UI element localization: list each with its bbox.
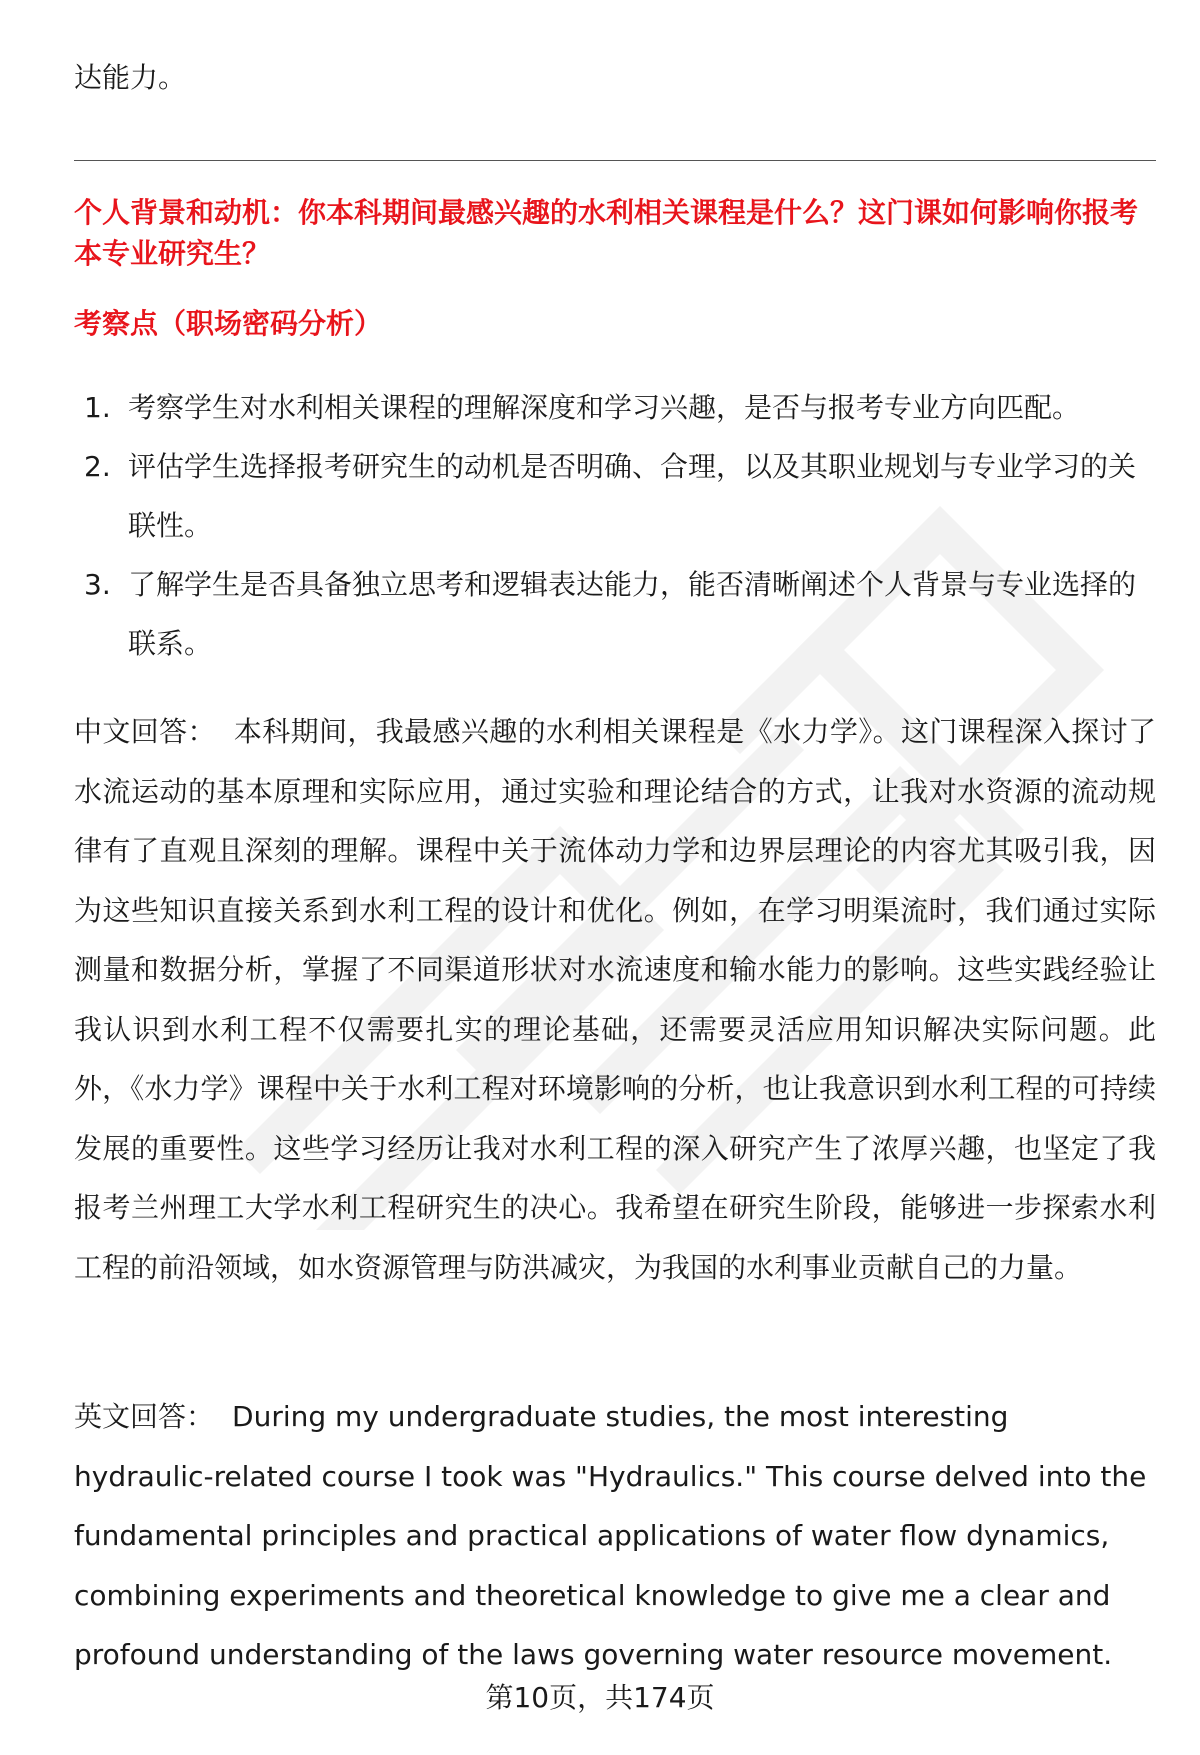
section-divider (74, 160, 1156, 161)
list-item (74, 378, 1156, 437)
list-item-text: 评估学生选择报考研究生的动机是否明确、合理，以及其职业规划与专业学习的关联性。 (128, 450, 1137, 542)
list-item (74, 555, 1156, 673)
list-item-text: 了解学生是否具备独立思考和逻辑表达能力，能否清晰阐述个人背景与专业选择的联系。 (128, 568, 1137, 660)
list-item-number: 2. (84, 450, 111, 483)
assessment-title: 考察点（职场密码分析） (74, 307, 383, 340)
english-answer (74, 1387, 1156, 1685)
previous-text-tail: 达能力。 (74, 61, 187, 94)
list-item-number: 3. (84, 568, 111, 601)
list-item-number: 1. (84, 391, 111, 424)
english-answer-text: During my undergraduate studies, the most interesting hydraulic-related course I took was "Hydraulics." This course delved into the fundamental principles and practical applications of water flow dynamics, combining experiments and theoretical knowledge to give me a clear and profound understanding of the laws governing water resource movement. (74, 1400, 1147, 1671)
page-number: 第10页，共174页 (485, 1681, 715, 1714)
chinese-answer (74, 702, 1156, 1297)
list-item-text: 考察学生对水利相关课程的理解深度和学习兴趣，是否与报考专业方向匹配。 (128, 391, 1081, 424)
assessment-list (74, 378, 1156, 673)
list-item (74, 437, 1156, 555)
chinese-answer-label: 中文回答： (74, 715, 216, 748)
question-heading: 个人背景和动机：你本科期间最感兴趣的水利相关课程是什么？这门课如何影响你报考本专业研究生？ (74, 196, 1139, 270)
english-answer-label: 英文回答： (74, 1400, 215, 1433)
chinese-answer-text: 本科期间，我最感兴趣的水利相关课程是《水力学》。这门课程深入探讨了水流运动的基本原理和实际应用，通过实验和理论结合的方式，让我对水资源的流动规律有了直观且深刻的理解。课程中关于流体动力学和边界层理论的内容尤其吸引我，因为这些知识直接关系到水利工程的设计和优化。例如，在学习明渠流时，我们通过实际测量和数据分析，掌握了不同渠道形状对水流速度和输水能力的影响。这些实践经验让我认识到水利工程不仅需要扎实的理论基础，还需要灵活应用知识解决实际问题。此外，《水力学》课程中关于水利工程对环境影响的分析，也让我意识到水利工程的可持续发展的重要性。这些学习经历让我对水利工程的深入研究产生了浓厚兴趣，也坚定了我报考兰州理工大学水利工程研究生的决心。我希望在研究生阶段，能够进一步探索水利工程的前沿领域，如水资源管理与防洪减灾，为我国的水利事业贡献自己的力量。 (74, 715, 1156, 1284)
